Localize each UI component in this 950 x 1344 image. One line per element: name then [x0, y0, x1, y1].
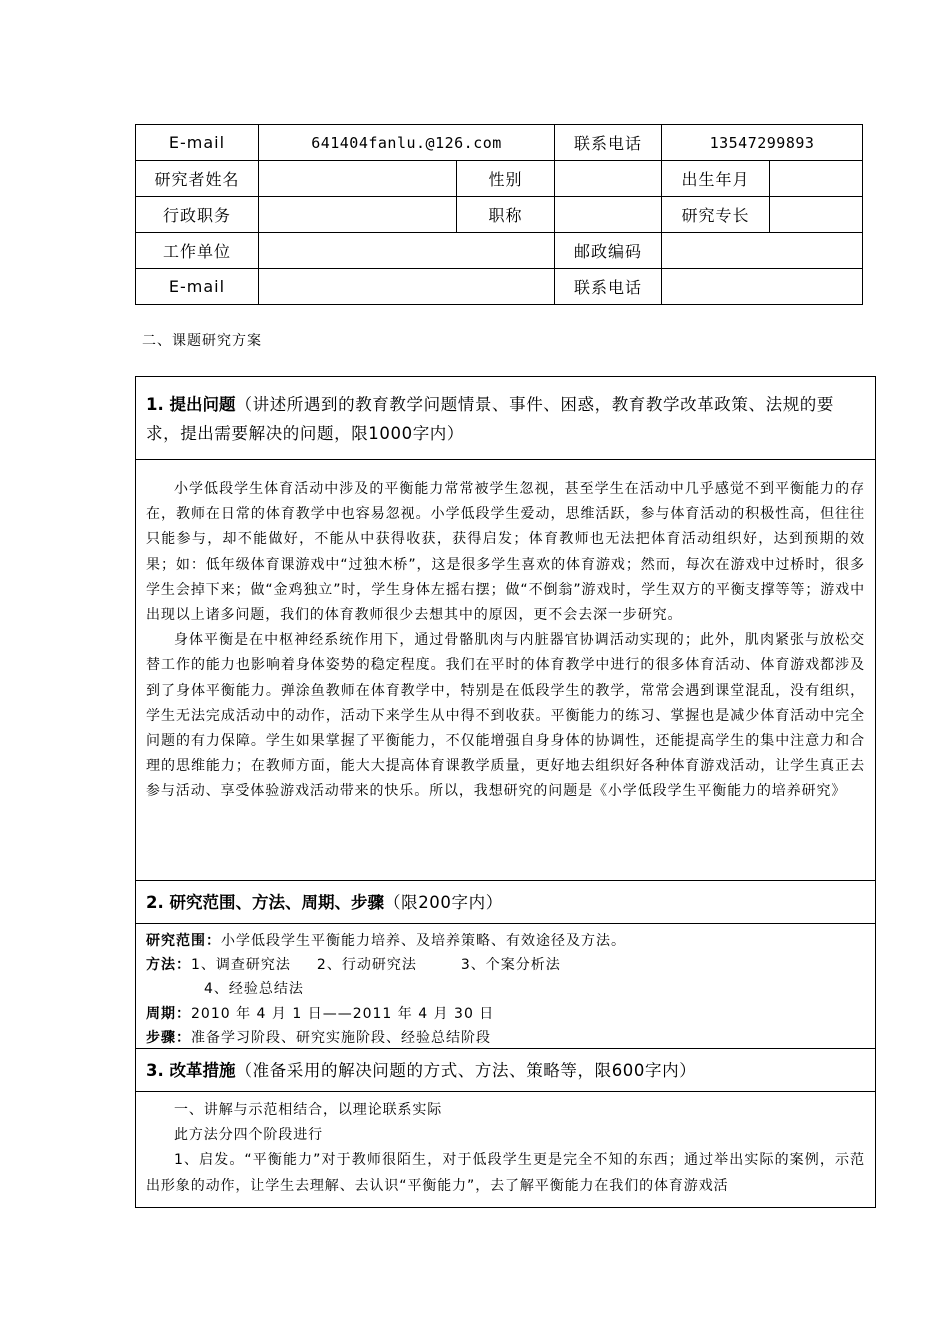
methods-label: 方法： [146, 957, 191, 973]
q1-heading-title: 1. 提出问题 [146, 395, 236, 414]
research-methods [146, 954, 561, 974]
scope-text: 小学低段学生平衡能力培养、及培养策略、有效途径及方法。 [221, 933, 626, 949]
q2-body-row [136, 924, 875, 1049]
specialty-value [770, 197, 862, 232]
email-label: E-mail [136, 269, 259, 305]
q1-requirement: （讲述所遇到的教育教学问题情景、事件、困惑，教育教学改革政策、法规的要求，提出需要解决的问题，限1000字内） [146, 395, 834, 443]
birth-cell [662, 161, 863, 197]
scope-label: 研究范围： [146, 933, 221, 949]
q3-body-row [136, 1092, 875, 1207]
gender-label: 性别 [457, 161, 555, 197]
specialty-label: 研究专长 [662, 197, 770, 232]
method-2: 2、行动研究法 [316, 957, 417, 973]
professional-title-label: 职称 [457, 197, 555, 233]
research-plan-table [135, 376, 876, 1208]
q3-heading [146, 1056, 865, 1085]
q1-paragraph-2: 身体平衡是在中枢神经系统作用下，通过骨骼肌肉与内脏器官协调活动实现的；此外，肌肉紧张与放松交替工作的能力也影响着身体姿势的稳定程度。我们在平时的体育教学中进行的很多体育活动、体育游戏都涉及到了身体平衡能力。弹涂鱼教师在体育教学中，特别是在低段学生的教学，常常会遇到课堂混乱，没有组织，学生无法完成活动中的动作，活动下来学生从中得不到收获。平衡能力的练习、掌握也是减少体育活动中完全问题的有力保障。学生如果掌握了平衡能力，不仅能增强自身身体的协调性，还能提高学生的集中注意力和合理的思维能力；在教师方面，能大大提高体育课教学质量，更好地去组织好各种体育游戏活动，让学生真正去参与活动、享受体验游戏活动带来的快乐。所以，我想研究的问题是《小学低段学生平衡能力的培养研究》 [146, 632, 865, 800]
table-row [136, 125, 863, 161]
q3-line-1: 一、讲解与示范相结合，以理论联系实际 [174, 1102, 443, 1118]
q3-requirement: （准备采用的解决问题的方式、方法、策略等，限600字内） [235, 1061, 697, 1080]
q1-paragraph-1: 小学低段学生体育活动中涉及的平衡能力常常被学生忽视，甚至学生在活动中几乎感觉不到平衡能力的存在，教师在日常的体育教学中也容易忽视。小学低段学生爱动，思维活跃，参与体育活动的积极性高，但往往只能参与，却不能做好，不能从中获得收获，获得启发；体育教师也无法把体育活动组织好，达到预期的效果；如：低年级体育课游戏中“过独木桥”，这是很多学生喜欢的体育游戏；然而，每次在游戏中过桥时，很多学生会掉下来；做“金鸡独立”时，学生身体左摇右摆；做“不倒翁”游戏时，学生双方的平衡支撑等等；游戏中出现以上诸多问题，我们的体育教师很少去想其中的原因，更不会去深一步研究。 [146, 481, 865, 624]
section-title: 二、课题研究方案 [142, 333, 262, 349]
postcode-label: 邮政编码 [555, 233, 662, 269]
research-steps [146, 1027, 491, 1047]
researcher-info-table [135, 124, 863, 305]
q3-line-3: 1、启发。“平衡能力”对于教师很陌生，对于低段学生更是完全不知的东西；通过举出实际的案例，示范出形象的动作，让学生去理解、去认识“平衡能力”，去了解平衡能力在我们的体育游戏活 [146, 1152, 865, 1194]
email-value [259, 269, 555, 305]
q3-heading-row [136, 1049, 875, 1092]
email-label: E-mail [136, 125, 259, 161]
method-3: 3、个案分析法 [460, 957, 561, 973]
admin-position-value [259, 197, 457, 233]
work-unit-value [259, 233, 555, 269]
email-value: 641404fanlu.@126.com [259, 125, 555, 161]
q2-heading [146, 888, 865, 917]
table-row [136, 233, 863, 269]
phone-label: 联系电话 [555, 125, 662, 161]
q1-body [146, 477, 865, 805]
method-1: 1、调查研究法 [191, 957, 291, 973]
steps-label: 步骤： [146, 1030, 191, 1046]
q1-body-row [136, 460, 875, 881]
q1-heading [146, 390, 865, 448]
q2-requirement: （限200字内） [384, 893, 503, 912]
phone-value: 13547299893 [662, 125, 863, 161]
birth-label: 出生年月 [662, 161, 770, 196]
q3-body [146, 1098, 865, 1199]
q2-heading-title: 2. 研究范围、方法、周期、步骤 [146, 893, 384, 912]
research-period [146, 1003, 494, 1023]
phone-label: 联系电话 [555, 269, 662, 305]
table-row [136, 161, 863, 197]
q3-line-2: 此方法分四个阶段进行 [174, 1127, 323, 1144]
birth-value [770, 161, 862, 196]
work-unit-label: 工作单位 [136, 233, 259, 269]
phone-value [662, 269, 863, 305]
researcher-name-value [259, 161, 457, 197]
postcode-value [662, 233, 863, 269]
q3-heading-title: 3. 改革措施 [146, 1061, 236, 1080]
q1-heading-row [136, 377, 875, 460]
admin-position-label: 行政职务 [136, 197, 259, 233]
steps-text: 准备学习阶段、研究实施阶段、经验总结阶段 [191, 1030, 491, 1046]
gender-value [555, 161, 662, 197]
professional-title-value [555, 197, 662, 233]
table-row [136, 197, 863, 233]
method-4: 4、经验总结法 [204, 981, 304, 997]
research-scope [146, 930, 626, 950]
period-text: 2010 年 4 月 1 日——2011 年 4 月 30 日 [191, 1006, 495, 1022]
specialty-cell [662, 197, 863, 233]
researcher-name-label: 研究者姓名 [136, 161, 259, 197]
table-row [136, 269, 863, 305]
q2-heading-row [136, 881, 875, 924]
period-label: 周期： [146, 1006, 191, 1022]
